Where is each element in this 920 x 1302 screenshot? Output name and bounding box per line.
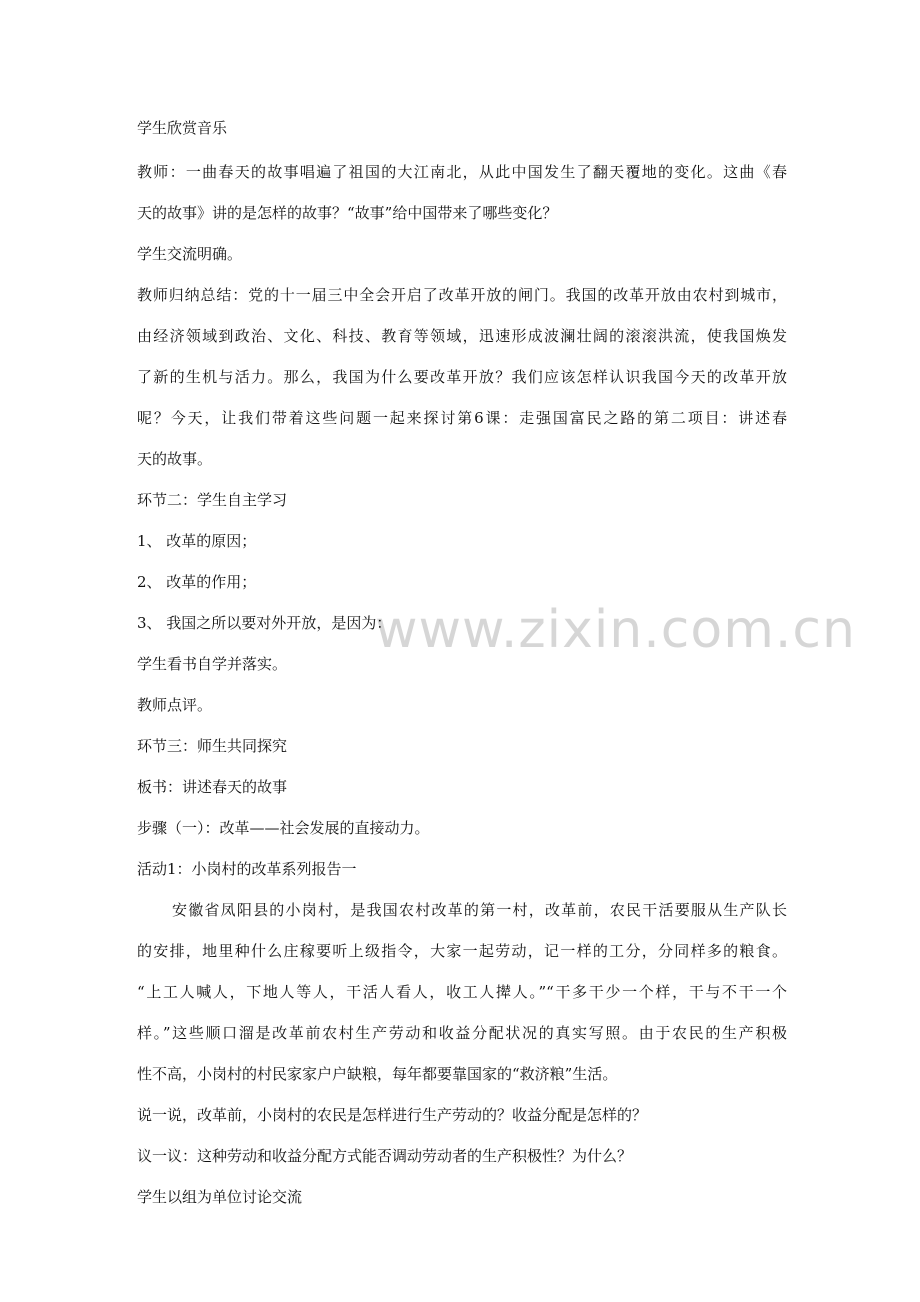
line-teacher-summary-5: 天的故事。	[137, 450, 213, 468]
line-teacher-summary-4: 呢？今天，让我们带着这些问题一起来探讨第6课：走强国富民之路的第二项目：讲述春	[137, 409, 787, 427]
line-step-one: 步骤（一）：改革——社会发展的直接动力。	[137, 819, 430, 837]
paragraph-xiaogang-1: 安徽省凤阳县的小岗村，是我国农村改革的第一村，改革前，农民干活要服从生产队长	[172, 901, 787, 919]
paragraph-xiaogang-2: 的安排，地里种什么庄稼要听上级指令，大家一起劳动，记一样的工分，分同样多的粮食。	[137, 942, 787, 960]
watermark: www.zixin.com.cn	[375, 600, 856, 660]
list-item-1: 1、 改革的原因；	[137, 532, 257, 550]
paragraph-xiaogang-3: “上工人喊人，下地人等人，干活人看人，收工人撵人。”“干多干少一个样，干与不干一个	[137, 983, 787, 1001]
line-music-appreciation: 学生欣赏音乐	[137, 119, 228, 137]
line-teacher-intro-cont: 天的故事》讲的是怎样的故事？“故事”给中国带来了哪些变化？	[137, 204, 558, 222]
line-group-discussion: 学生以组为单位讨论交流	[137, 1188, 303, 1206]
paragraph-xiaogang-5: 性不高，小岗村的村民家家户户缺粮，每年都要靠国家的“救济粮”生活。	[137, 1065, 618, 1083]
line-debate-question: 议一议：这种劳动和收益分配方式能否调动劳动者的生产积极性？为什么？	[137, 1147, 633, 1165]
line-self-study: 学生看书自学并落实。	[137, 655, 288, 673]
line-teacher-summary-3: 了新的生机与活力。那么，我国为什么要改革开放？我们应该怎样认识我国今天的改革开放	[137, 368, 787, 386]
section-heading-3: 环节三：师生共同探究	[137, 737, 288, 755]
line-student-exchange: 学生交流明确。	[137, 245, 243, 263]
line-teacher-summary: 教师归纳总结：党的十一届三中全会开启了改革开放的闸门。我国的改革开放由农村到城市，	[137, 286, 787, 304]
list-item-3: 3、 我国之所以要对外开放，是因为：	[137, 614, 392, 632]
line-activity-1: 活动1：小岗村的改革系列报告一	[137, 860, 357, 878]
section-heading-2: 环节二：学生自主学习	[137, 491, 288, 509]
paragraph-xiaogang-4: 样。”这些顺口溜是改革前农村生产劳动和收益分配状况的真实写照。由于农民的生产积极	[137, 1024, 787, 1042]
line-discuss-question: 说一说，改革前，小岗村的农民是怎样进行生产劳动的？收益分配是怎样的？	[137, 1106, 648, 1124]
line-board-writing: 板书：讲述春天的故事	[137, 778, 288, 796]
line-teacher-summary-2: 由经济领域到政治、文化、科技、教育等领域，迅速形成波澜壮阔的滚滚洪流，使我国焕发	[137, 327, 787, 345]
line-teacher-comment: 教师点评。	[137, 696, 213, 714]
line-teacher-intro: 教师：一曲春天的故事唱遍了祖国的大江南北，从此中国发生了翻天覆地的变化。这曲《春	[137, 163, 787, 181]
list-item-2: 2、 改革的作用；	[137, 573, 257, 591]
